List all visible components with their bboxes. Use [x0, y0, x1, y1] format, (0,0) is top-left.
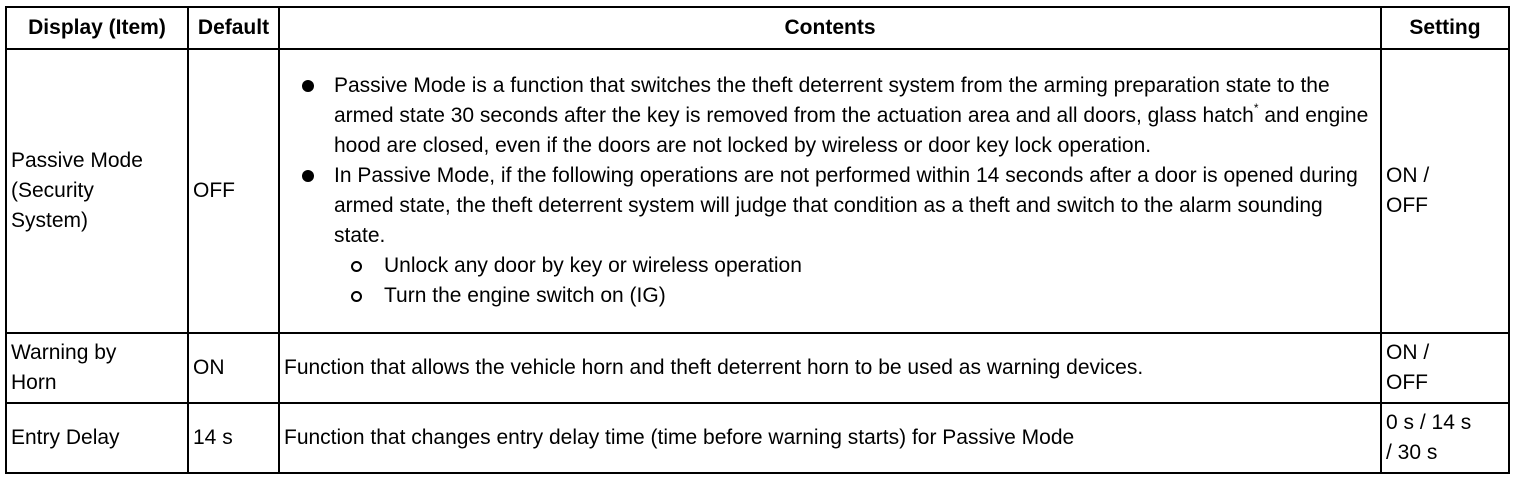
footnote-asterisk: * — [1253, 101, 1259, 115]
display-line: System) — [11, 209, 89, 232]
cell-display-warning-by-horn — [6, 333, 188, 403]
hollow-bullet-icon — [351, 291, 362, 302]
sub-item-text: Unlock any door by key or wireless operation — [384, 254, 802, 277]
setting-line: OFF — [1386, 371, 1428, 394]
setting-line: OFF — [1386, 194, 1428, 217]
cell-setting-warning-by-horn — [1381, 333, 1509, 403]
cell-contents-warning-by-horn: Function that allows the vehicle horn and theft deterrent horn to be used as warning devices. — [279, 333, 1381, 403]
cell-default-entry-delay: 14 s — [188, 403, 279, 473]
setting-line: 0 s / 14 s — [1386, 411, 1472, 434]
cell-contents-passive-mode — [279, 49, 1381, 333]
display-line: Warning by — [11, 341, 117, 364]
sub-list-item — [332, 281, 1376, 311]
cell-contents-entry-delay: Function that changes entry delay time (time before warning starts) for Passive Mode — [279, 403, 1381, 473]
sub-item-text: Turn the engine switch on (IG) — [384, 284, 666, 307]
cell-display-entry-delay: Entry Delay — [6, 403, 188, 473]
setting-line: ON / — [1386, 341, 1430, 364]
sub-list-item — [332, 251, 1376, 281]
header-row — [6, 7, 1509, 49]
header-display-item: Display (Item) — [6, 7, 188, 49]
cell-setting-entry-delay — [1381, 403, 1509, 473]
header-setting: Setting — [1381, 7, 1509, 49]
bullet-text: In Passive Mode, if the following operations are not performed within 14 seconds after a door is opened during armed state, the theft deterrent system will judge that condition as a theft and switch to the alarm sounding state. — [334, 164, 1358, 247]
display-line: Horn — [11, 371, 57, 394]
bullet-icon — [302, 170, 314, 182]
table-row-warning-by-horn — [6, 333, 1509, 403]
table-row-passive-mode — [6, 49, 1509, 333]
cell-display-passive-mode — [6, 49, 188, 333]
sub-list — [334, 251, 1376, 311]
table-row-entry-delay — [6, 403, 1509, 473]
bullet-list — [284, 71, 1376, 311]
display-line: (Security — [11, 179, 94, 202]
setting-line: ON / — [1386, 164, 1430, 187]
bullet-item — [284, 71, 1376, 161]
bullet-text: Passive Mode is a function that switches the theft deterrent system from the arming preparation state to the armed state 30 seconds after the key is removed from the actuation area and all doors, glass hatch — [334, 74, 1330, 127]
display-line: Passive Mode — [11, 149, 143, 172]
bullet-text-continued: and engine hood are closed, even if the doors are not locked by wireless or door key lock operation. — [334, 104, 1369, 157]
hollow-bullet-icon — [351, 261, 362, 272]
cell-default-warning-by-horn: ON — [188, 333, 279, 403]
setting-line: / 30 s — [1386, 441, 1438, 464]
cell-setting-passive-mode — [1381, 49, 1509, 333]
bullet-icon — [302, 80, 314, 92]
header-default: Default — [188, 7, 279, 49]
bullet-item — [284, 161, 1376, 311]
cell-default-passive-mode: OFF — [188, 49, 279, 333]
header-contents: Contents — [279, 7, 1381, 49]
settings-table — [5, 6, 1510, 474]
